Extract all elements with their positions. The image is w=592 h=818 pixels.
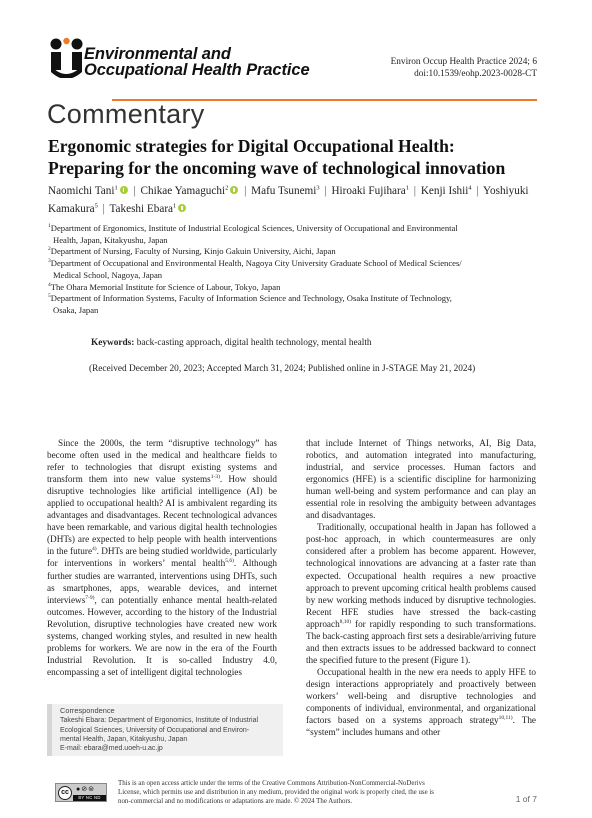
author-name[interactable]: Takeshi Ebara [109,202,174,215]
received-dates: (Received December 20, 2023; Accepted March 31, 2024; Published online in J-STAGE May 21, 2024) [89,364,476,374]
author-separator: | [476,185,479,197]
affiliation: $^3$Department of Occupational and Environmental Health, Nagoya City University Graduate School of Medical Sciences/ Medical School, Nagoya, Japan [48,258,462,280]
journal-name-line1: Environmental and [84,45,231,63]
journal-logo [48,36,328,82]
author-name[interactable]: Kenji Ishii [420,185,469,197]
author-separator: | [133,185,136,197]
author-separator: | [244,185,247,197]
citation-ref[interactable]: 1-3) [210,474,220,481]
citation-doi[interactable]: doi:10.1539/eohp.2023-0028-CT [414,69,537,79]
citation-ref[interactable]: 5,6) [225,558,234,565]
page-number: 1 of 7 [515,794,537,804]
citation-ref[interactable]: 8,10) [339,618,352,625]
author-affiliation-ref: 1 [114,184,118,192]
cc-license-badge[interactable] [55,783,107,802]
author-name[interactable]: Chikae Yamaguchi [140,185,226,197]
author-separator: | [102,202,105,215]
affiliation: $^1$Department of Ergonomics, Institute of Industrial Ecological Sciences, University of Occupational and Environmental Health, Japan, Kitakyushu, Japan [48,223,458,245]
author-affiliation-ref: 1 [173,201,177,209]
correspondence-box [47,704,283,756]
title-line2: Preparing for the oncoming wave of technological innovation [48,158,506,178]
author-affiliation-ref: 2 [225,184,229,192]
author-affiliation-ref: 3 [316,184,320,192]
affiliation: $^5$Department of Information Systems, Faculty of Information Science and Technology, Osaka Institute of Technology, Osaka, Japan [48,293,452,315]
paragraph: that include Internet of Things networks, AI, Big Data, robotics, and automation integrated into manufacturing, industrial, and service processes. Human factors and ergonomics (HFE) is a scientific discipline for harmonizing human well-being and system performance and can play an essential role in resolving the ambiguity between advantages and disadvantages. [306,438,536,521]
citation-block [391,56,537,80]
author-name[interactable]: Naomichi Tani [48,185,115,197]
body-column-right [306,437,536,738]
orcid-icon[interactable] [120,186,128,194]
correspondence-line: mental Health, Japan, Kitakyushu, Japan [60,735,188,743]
citation-ref[interactable]: 10,11) [498,715,513,722]
affiliation: $^4$The Ohara Memorial Institute for Science of Labour, Tokyo, Japan [48,281,281,292]
license-text: This is an open access article under the terms of the Creative Commons Attribution-NonCommercial-NoDerivs License, which permits use and distribution in any medium, provided the original work is properly cited, the use is non-commercial and no modifications or adaptations are made. © 2024 The Authors. [118,780,434,805]
correspondence-line: Takeshi Ebara: Department of Ergonomics, Institute of Industrial [60,717,259,725]
journal-logo-icon [48,36,86,78]
orcid-icon[interactable] [178,204,186,212]
author-name[interactable]: Mafu Tsunemi [251,185,317,197]
author-list [48,183,548,218]
body-column-left [47,437,277,678]
citation-ref[interactable]: 4) [92,546,97,553]
affiliation: $^2$Department of Nursing, Faculty of Nursing, Kinjo Gakuin University, Aichi, Japan [48,246,336,257]
author-separator: | [324,185,327,197]
paragraph: Traditionally, occupational health in Japan has followed a post-hoc approach, in which countermeasures are only considered after a problem has become apparent. However, technological innovations are advancing at a faster rate than expected. Occupational health requires a new proactive approach to prevent upcoming critical health problems caused by new working methods induced by disruptive technologies. Recent HFE studies have stressed the back-casting approach$^{8,10)}$ for rapidly responding to such transformations. The back-casting approach first sets a desirable/arriving future and then extracts issues to be addressed backward to connect the specified future to the present (Figure 1). [306,522,536,665]
article-title [48,135,548,179]
paragraph: Since the 2000s, the term “disruptive technology” has become often used in the medical and healthcare fields to refer to technologies that disrupt existing systems and transform them into new value systems$^{1-3)}$. How should disruptive technologies like artificial intelligence (AI) be applied to occupational health? AI is ambivalent regarding its advantages and disadvantages. Recent technological advances have been remarkable, and various digital health technologies (DHTs) are expected to help people with health interventions in the future$^{4)}$. DHTs are being studied worldwide, particularly for interventions in workers’ mental health$^{5,6)}$. Although further studies are warranted, interventions using DHTs, such as smartphones, apps, wearable devices, and internet interviews$^{7-9)}$, can potentially enhance mental health-related outcomes. However, according to the history of the Industrial Revolution, disruptive technologies have created new work systems, changed working styles, and resulted in new health problems for workers. We are now in the era of the Fourth Industrial Revolution. It is so-called Industry 4.0, encompassing a set of intelligent digital technologies [47,438,278,677]
cc-icon: cc [58,786,72,800]
keywords [91,338,372,348]
correspondence-title: Correspondence [60,706,115,715]
journal-name-line2: Occupational Health Practice [84,61,310,79]
correspondence-email[interactable]: E-mail: ebara@med.uoeh-u.ac.jp [60,745,163,753]
cc-badge-label: BY NC ND [73,795,106,801]
cc-attribution-icons: ●⊘⊜ [76,785,95,793]
section-label: Commentary [47,99,205,129]
author-affiliation-ref: 1 [405,184,409,192]
keywords-text: back-casting approach, digital health technology, mental health [136,338,372,348]
keywords-label: Keywords: [91,338,135,348]
citation-journal: Environ Occup Health Practice 2024; 6 [390,57,537,67]
author-separator: | [413,185,417,197]
orcid-icon[interactable] [230,186,238,194]
title-line1: Ergonomic strategies for Digital Occupational Health: [48,136,455,156]
author-affiliation-ref: 4 [468,184,472,192]
affiliation-list [48,223,548,317]
journal-name [84,46,310,78]
correspondence-line: Ecological Sciences, University of Occupational and Environ- [60,726,250,734]
author-name[interactable]: Hiroaki Fujihara [331,185,406,197]
author-affiliation-ref: 5 [94,201,98,209]
paragraph: Occupational health in the new era needs to apply HFE to design interactions appropriately and proactively between workers’ well-being and disruptive technologies and components of individual, environmental, and organizational factors based on a systems approach strategy$^{10,11)}$. The “system” includes humans and other [306,666,537,738]
author-name[interactable]: Yoshiyuki Kamakura [48,185,529,215]
citation-ref[interactable]: 7-9) [85,594,95,601]
